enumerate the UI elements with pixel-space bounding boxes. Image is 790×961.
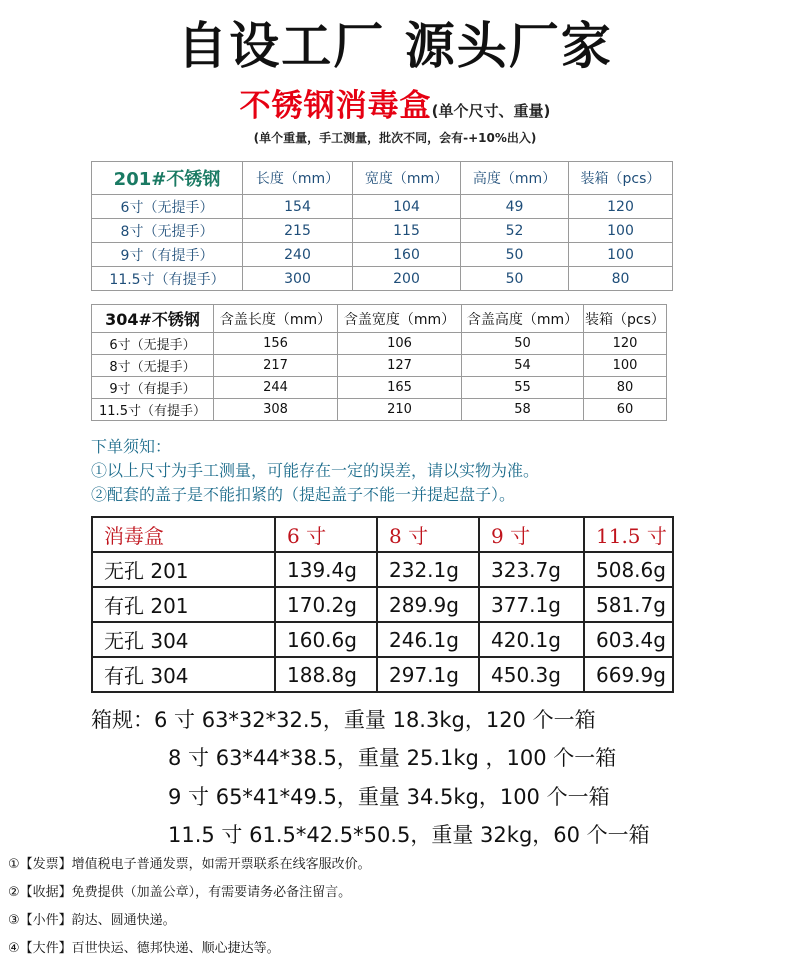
table-cell: 323.7g [479, 552, 584, 587]
table-cell: 170.2g [275, 587, 377, 622]
table-cell: 6寸（无提手） [92, 333, 214, 355]
table-cell: 508.6g [584, 552, 673, 587]
table-row [92, 622, 673, 657]
table-cell: 156 [214, 333, 338, 355]
table-header-cell: 宽度（mm） [353, 162, 461, 195]
table-row [92, 552, 673, 587]
table-header-cell: 含盖宽度（mm） [338, 305, 462, 333]
table-cell: 669.9g [584, 657, 673, 692]
table-cell: 154 [243, 195, 353, 219]
table-cell: 有孔 201 [92, 587, 275, 622]
table-cell: 8寸（无提手） [92, 355, 214, 377]
notice-line: ②配套的盖子是不能扣紧的（提起盖子不能一并提起盘子）。 [91, 485, 516, 504]
table-cell: 80 [569, 267, 673, 291]
table-cell: 100 [584, 355, 667, 377]
table-cell: 52 [461, 219, 569, 243]
table-header-cell: 含盖长度（mm） [214, 305, 338, 333]
weight-table [91, 516, 674, 693]
table-cell: 232.1g [377, 552, 479, 587]
table-header-cell: 消毒盒 [92, 517, 275, 552]
table-cell: 50 [461, 267, 569, 291]
table-cell: 80 [584, 377, 667, 399]
headline: 自设工厂 源头厂家 [177, 17, 613, 75]
table-cell: 210 [338, 399, 462, 421]
order-notice [91, 435, 539, 507]
table-cell: 160 [353, 243, 461, 267]
table-cell: 104 [353, 195, 461, 219]
table-cell: 106 [338, 333, 462, 355]
table-cell: 54 [462, 355, 584, 377]
table-row [92, 355, 667, 377]
table-header-cell: 9 寸 [479, 517, 584, 552]
table-cell: 450.3g [479, 657, 584, 692]
table-cell: 60 [584, 399, 667, 421]
footer-small-items: ③【小件】韵达、圆通快递。 [8, 913, 176, 928]
table-header-cell: 含盖高度（mm） [462, 305, 584, 333]
table-cell: 297.1g [377, 657, 479, 692]
table-header-cell: 6 寸 [275, 517, 377, 552]
table-header-cell: 装箱（pcs） [569, 162, 673, 195]
notice-title: 下单须知： [91, 437, 172, 456]
table-cell: 8寸（无提手） [92, 219, 243, 243]
table-cell: 200 [353, 267, 461, 291]
table-cell: 139.4g [275, 552, 377, 587]
table-cell: 120 [569, 195, 673, 219]
table-cell: 50 [462, 333, 584, 355]
product-name: 不锈钢消毒盒 [239, 88, 432, 124]
table-cell: 49 [461, 195, 569, 219]
table-cell: 217 [214, 355, 338, 377]
table-cell: 11.5寸（有提手） [92, 267, 243, 291]
table-cell: 420.1g [479, 622, 584, 657]
table-cell: 9寸（有提手） [92, 377, 214, 399]
table-header-cell: 8 寸 [377, 517, 479, 552]
table-cell: 377.1g [479, 587, 584, 622]
packing-line: 11.5 寸 61.5*42.5*50.5，重量 32kg，60 个一箱 [168, 823, 650, 847]
spec-table-304 [91, 304, 667, 421]
spec-table-201 [91, 161, 673, 291]
table-cell: 无孔 201 [92, 552, 275, 587]
table-cell: 603.4g [584, 622, 673, 657]
footer-large-items: ④【大件】百世快运、德邦快递、顺心捷达等。 [8, 941, 280, 956]
packing-line: 6 寸 63*32*32.5，重量 18.3kg，120 个一箱 [154, 708, 596, 732]
table-header-cell: 304#不锈钢 [92, 305, 214, 333]
packing-line: 9 寸 65*41*49.5，重量 34.5kg，100 个一箱 [168, 785, 610, 809]
notice-line: ①以上尺寸为手工测量，可能存在一定的误差，请以实物为准。 [91, 461, 540, 480]
footer-receipt: ②【收据】免费提供（加盖公章），有需要请务必备注留言。 [8, 885, 352, 900]
packing-spec [91, 704, 596, 734]
table-cell: 100 [569, 219, 673, 243]
table-cell: 58 [462, 399, 584, 421]
table-header-cell: 装箱（pcs） [584, 305, 667, 333]
table-cell: 6寸（无提手） [92, 195, 243, 219]
table-cell: 115 [353, 219, 461, 243]
table-cell: 165 [338, 377, 462, 399]
table-cell: 无孔 304 [92, 622, 275, 657]
table-cell: 127 [338, 355, 462, 377]
table-cell: 11.5寸（有提手） [92, 399, 214, 421]
table-cell: 240 [243, 243, 353, 267]
table-cell: 215 [243, 219, 353, 243]
table-cell: 289.9g [377, 587, 479, 622]
table-cell: 120 [584, 333, 667, 355]
table-cell: 50 [461, 243, 569, 267]
table-row [92, 333, 667, 355]
table-cell: 300 [243, 267, 353, 291]
table-row [92, 399, 667, 421]
packing-label: 箱规： [91, 708, 154, 732]
table-header-row [92, 305, 667, 333]
footer-invoice: ①【发票】增值税电子普通发票，如需开票联系在线客服改价。 [8, 857, 371, 872]
table-cell: 160.6g [275, 622, 377, 657]
table-cell: 581.7g [584, 587, 673, 622]
table-header-row [92, 517, 673, 552]
table-row [92, 195, 673, 219]
table-row [92, 377, 667, 399]
table-cell: 55 [462, 377, 584, 399]
product-title [0, 80, 790, 125]
table-row [92, 267, 673, 291]
product-title-sub: (单个尺寸、重量) [431, 102, 551, 120]
table-header-cell: 201#不锈钢 [92, 162, 243, 195]
table-row [92, 587, 673, 622]
table-cell: 244 [214, 377, 338, 399]
table-cell: 308 [214, 399, 338, 421]
table-cell: 有孔 304 [92, 657, 275, 692]
table-header-cell: 11.5 寸 [584, 517, 673, 552]
table-header-cell: 长度（mm） [243, 162, 353, 195]
table-row [92, 219, 673, 243]
table-row [92, 243, 673, 267]
table-cell: 188.8g [275, 657, 377, 692]
table-cell: 9寸（有提手） [92, 243, 243, 267]
packing-line: 8 寸 63*44*38.5，重量 25.1kg ，100 个一箱 [168, 746, 617, 770]
measurement-note: (单个重量，手工测量，批次不同，会有-+10%出入) [253, 131, 537, 145]
table-row [92, 657, 673, 692]
table-header-cell: 高度（mm） [461, 162, 569, 195]
table-cell: 246.1g [377, 622, 479, 657]
table-cell: 100 [569, 243, 673, 267]
table-header-row [92, 162, 673, 195]
